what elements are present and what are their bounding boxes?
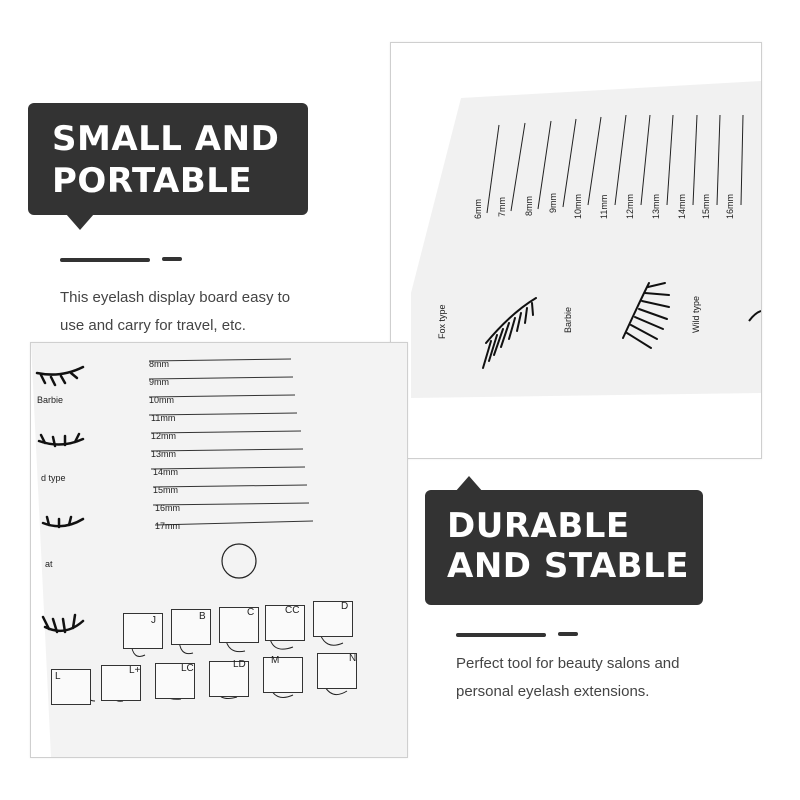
curl-box-m [263,657,303,693]
length-label-9mm: 9mm [149,377,169,387]
length-label-8mm: 8mm [524,196,534,216]
length-label-7mm: 7mm [497,197,507,217]
length-label-10mm: 10mm [149,395,175,405]
length-label-15mm: 15mm [701,193,711,219]
length-label-12mm: 12mm [151,431,177,441]
curl-label-cc: CC [285,605,300,616]
curl-label-lc: LC [181,663,194,674]
description-line2: personal eyelash extensions. [456,683,650,700]
divider-short [162,257,182,261]
length-label-9mm: 9mm [548,193,558,213]
type-label-wild-partial: d type [41,473,66,483]
length-label-14mm: 14mm [677,193,687,219]
curl-label-lplus: L+ [129,665,141,676]
curl-label-l: L [55,671,61,682]
curl-label-b: B [199,611,206,622]
length-label-14mm: 14mm [153,467,179,477]
length-label-10mm: 10mm [573,193,583,219]
small-portable-callout [28,103,308,215]
curl-label-c: C [247,607,255,618]
length-label-13mm: 13mm [651,193,661,219]
curl-label-n: N [349,653,357,664]
length-label-12mm: 12mm [625,193,635,219]
divider-short [558,632,578,636]
length-label-11mm: 11mm [599,194,609,219]
type-label-barbie: Barbie [563,306,573,333]
curl-label-m: M [271,655,280,666]
callout-title-line1: SMALL AND [52,119,280,159]
callout-title-line2: PORTABLE [52,161,253,201]
curl-box-j [123,613,163,649]
divider-long [60,258,150,262]
curl-label-ld: LD [233,659,246,670]
length-label-16mm: 16mm [725,193,735,219]
curl-label-j: J [151,615,156,626]
callout-pointer [66,214,94,230]
callout-title-line1: DURABLE [447,506,630,546]
length-label-16mm: 16mm [155,503,181,513]
length-label-11mm: 11mm [151,413,176,423]
length-label-13mm: 13mm [151,449,177,459]
durable-stable-description [456,650,679,706]
product-photo-top [390,42,762,459]
product-photo-left [30,342,408,758]
divider-long [456,633,546,637]
callout-title-line2: AND STABLE [447,546,689,586]
description-line1: Perfect tool for beauty salons and [456,655,680,672]
length-label-8mm: 8mm [149,359,169,369]
length-label-15mm: 15mm [153,485,179,495]
type-label-fox: Fox type [437,304,447,339]
type-label-wild: Wild type [691,295,701,333]
length-label-17mm: 17mm [155,521,181,531]
description-line2: use and carry for travel, etc. [60,317,246,334]
length-label-6mm: 6mm [473,199,483,219]
curl-label-d: D [341,601,349,612]
durable-stable-callout [425,490,703,605]
display-board-top [391,43,761,458]
small-portable-description [60,284,290,340]
type-label-barbie: Barbie [37,395,64,405]
type-label-flat-partial: at [45,559,53,569]
description-line1: This eyelash display board easy to [60,289,291,306]
